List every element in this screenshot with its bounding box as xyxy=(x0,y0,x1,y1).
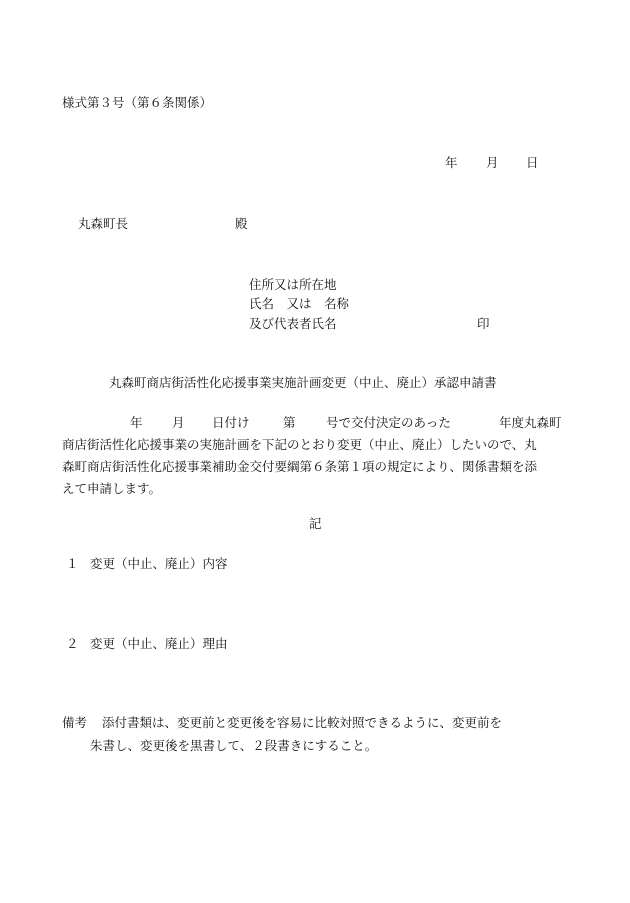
note-label: 備考 xyxy=(62,715,88,730)
applicant-address-label: 住所又は所在地 xyxy=(249,277,337,292)
body-line-3: 森町商店街活性化応援事業補助金交付要綱第６条第１項の規定により、関係書類を添 xyxy=(62,459,538,474)
body-decision-text: 号で交付決定のあった xyxy=(326,415,451,430)
body-month-label: 月 xyxy=(172,415,185,430)
date-day-label: 日 xyxy=(526,155,539,170)
body-line-4: えて申請します。 xyxy=(62,481,162,496)
body-dated-label: 日付け xyxy=(212,415,250,430)
ki-heading: 記 xyxy=(309,516,322,531)
applicant-name-label: 氏名 又は 名称 xyxy=(249,296,350,311)
item-label: 変更（中止、廃止）内容 xyxy=(90,556,228,571)
applicant-representative-label: 及び代表者氏名 xyxy=(249,316,337,331)
item-number: ２ xyxy=(66,636,79,651)
item-label: 変更（中止、廃止）理由 xyxy=(90,636,228,651)
seal-mark: 印 xyxy=(477,316,490,331)
date-month-label: 月 xyxy=(486,155,499,170)
date-year-label: 年 xyxy=(445,155,458,170)
body-line-2: 商店街活性化応援事業の実施計画を下記のとおり変更（中止、廃止）したいので、丸 xyxy=(62,437,537,452)
note-line-1: 添付書類は、変更前と変更後を容易に比較対照できるように、変更前を xyxy=(102,715,503,730)
document-title: 丸森町商店街活性化応援事業実施計画変更（中止、廃止）承認申請書 xyxy=(109,375,497,390)
addressee-honorific: 殿 xyxy=(235,216,248,231)
form-number: 様式第３号（第６条関係） xyxy=(62,95,213,110)
body-number-prefix: 第 xyxy=(283,415,296,430)
item-number: １ xyxy=(66,556,79,571)
body-fiscal-year-text: 年度丸森町 xyxy=(499,415,562,430)
addressee-name: 丸森町長 xyxy=(78,216,129,231)
body-year-label: 年 xyxy=(130,415,143,430)
note-line-2: 朱書し、変更後を黒書して、２段書きにすること。 xyxy=(90,738,378,753)
